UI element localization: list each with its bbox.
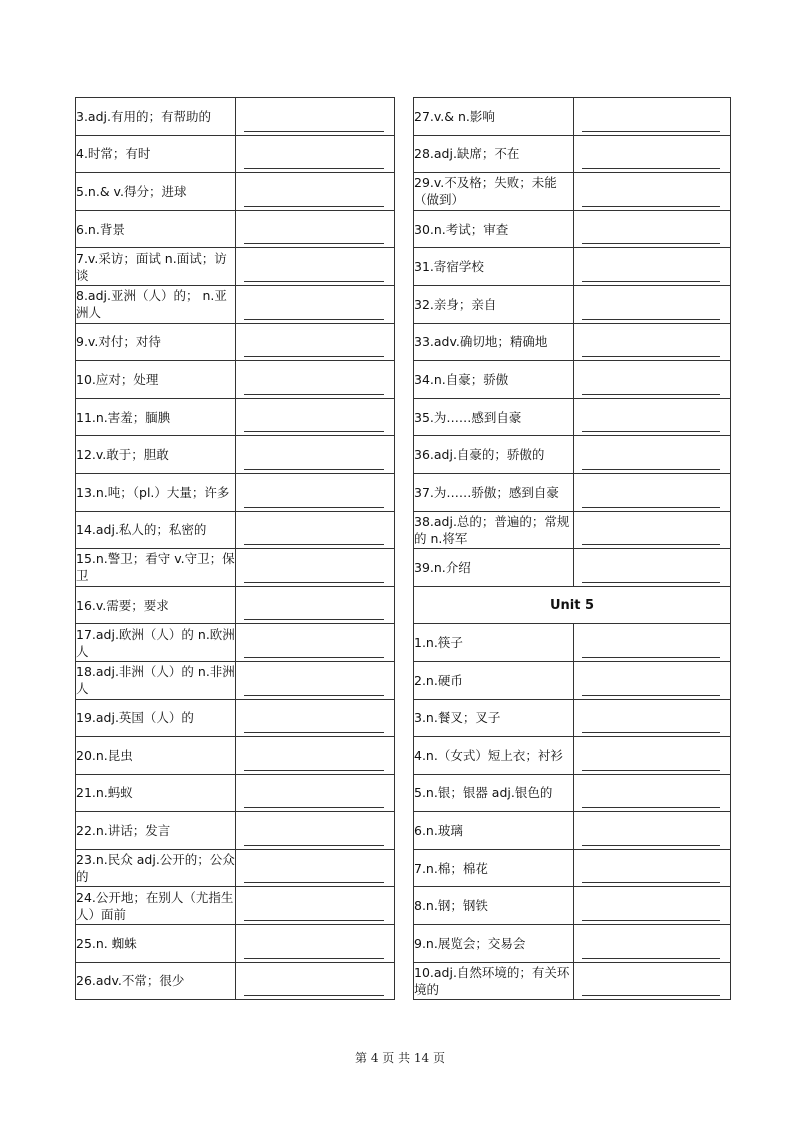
table-row — [76, 511, 395, 549]
answer-underline — [582, 958, 720, 959]
vocab-prompt: 7.n.棉；棉花 — [414, 849, 574, 887]
answer-underline — [244, 732, 384, 733]
table-row — [76, 849, 395, 887]
table-row — [414, 323, 731, 361]
vocab-prompt: 38.adj.总的；普遍的；常规的 n.将军 — [414, 511, 574, 549]
answer-blank[interactable] — [574, 812, 731, 850]
answer-underline — [244, 845, 384, 846]
answer-blank[interactable] — [236, 887, 395, 925]
table-row — [76, 135, 395, 173]
answer-blank[interactable] — [236, 624, 395, 662]
answer-underline — [582, 695, 720, 696]
vocab-prompt: 27.v.& n.影响 — [414, 98, 574, 136]
answer-underline — [582, 319, 720, 320]
answer-blank[interactable] — [236, 661, 395, 699]
answer-underline — [582, 657, 720, 658]
answer-underline — [582, 544, 720, 545]
answer-underline — [582, 732, 720, 733]
vocab-prompt: 29.v.不及格；失败；未能（做到） — [414, 173, 574, 211]
vocab-prompt: 13.n.吨；（pl.）大量；许多 — [76, 473, 236, 511]
unit-row — [414, 586, 731, 624]
vocab-prompt: 17.adj.欧洲（人）的 n.欧洲人 — [76, 624, 236, 662]
answer-underline — [244, 582, 384, 583]
vocab-prompt: 10.adj.自然环境的；有关环境的 — [414, 962, 574, 1000]
vocab-prompt: 16.v.需要；要求 — [76, 586, 236, 624]
table-row — [414, 737, 731, 775]
answer-blank[interactable] — [236, 699, 395, 737]
answer-underline — [244, 882, 384, 883]
table-row — [414, 285, 731, 323]
answer-blank[interactable] — [236, 737, 395, 775]
vocab-prompt: 6.n.玻璃 — [414, 812, 574, 850]
answer-blank[interactable] — [574, 436, 731, 474]
table-row — [76, 586, 395, 624]
table-row — [414, 699, 731, 737]
vocab-prompt: 11.n.害羞；腼腆 — [76, 398, 236, 436]
table-row — [414, 210, 731, 248]
answer-blank[interactable] — [236, 210, 395, 248]
answer-blank[interactable] — [236, 361, 395, 399]
vocab-table-right — [413, 97, 731, 1000]
answer-underline — [582, 882, 720, 883]
answer-blank[interactable] — [574, 398, 731, 436]
answer-underline — [244, 619, 384, 620]
answer-underline — [582, 168, 720, 169]
answer-blank[interactable] — [236, 473, 395, 511]
table-row — [76, 661, 395, 699]
answer-underline — [244, 206, 384, 207]
vocab-prompt: 15.n.警卫；看守 v.守卫；保卫 — [76, 549, 236, 587]
answer-blank[interactable] — [574, 774, 731, 812]
vocab-prompt: 5.n.& v.得分；进球 — [76, 173, 236, 211]
answer-underline — [244, 695, 384, 696]
table-row — [414, 624, 731, 662]
table-row — [76, 361, 395, 399]
table-row — [76, 248, 395, 286]
answer-blank[interactable] — [574, 361, 731, 399]
table-row — [76, 887, 395, 925]
answer-underline — [582, 243, 720, 244]
answer-underline — [582, 356, 720, 357]
table-row — [76, 624, 395, 662]
table-row — [414, 887, 731, 925]
answer-underline — [244, 958, 384, 959]
answer-blank[interactable] — [574, 887, 731, 925]
answer-underline — [244, 807, 384, 808]
vocab-prompt: 34.n.自豪；骄傲 — [414, 361, 574, 399]
table-row — [414, 511, 731, 549]
table-row — [76, 962, 395, 1000]
answer-blank[interactable] — [574, 473, 731, 511]
answer-underline — [582, 431, 720, 432]
answer-underline — [244, 394, 384, 395]
vocab-prompt: 14.adj.私人的；私密的 — [76, 511, 236, 549]
answer-underline — [244, 657, 384, 658]
answer-blank[interactable] — [574, 737, 731, 775]
answer-blank[interactable] — [574, 511, 731, 549]
vocab-prompt: 35.为……感到自豪 — [414, 398, 574, 436]
vocab-prompt: 33.adv.确切地；精确地 — [414, 323, 574, 361]
vocab-prompt: 10.应对；处理 — [76, 361, 236, 399]
answer-underline — [582, 507, 720, 508]
table-row — [414, 248, 731, 286]
vocab-prompt: 22.n.讲话；发言 — [76, 812, 236, 850]
answer-blank[interactable] — [574, 135, 731, 173]
table-row — [414, 812, 731, 850]
table-row — [76, 285, 395, 323]
vocab-prompt: 36.adj.自豪的；骄傲的 — [414, 436, 574, 474]
answer-blank[interactable] — [236, 436, 395, 474]
table-row — [414, 473, 731, 511]
vocab-prompt: 28.adj.缺席；不在 — [414, 135, 574, 173]
answer-blank[interactable] — [574, 624, 731, 662]
table-row — [414, 98, 731, 136]
answer-blank[interactable] — [236, 98, 395, 136]
table-row — [414, 661, 731, 699]
vocab-prompt: 5.n.银；银器 adj.银色的 — [414, 774, 574, 812]
vocab-prompt: 4.n.（女式）短上衣；衬衫 — [414, 737, 574, 775]
answer-blank[interactable] — [574, 173, 731, 211]
answer-blank[interactable] — [574, 699, 731, 737]
answer-blank[interactable] — [236, 774, 395, 812]
vocab-prompt: 9.v.对付；对待 — [76, 323, 236, 361]
vocab-prompt: 8.n.钢；钢铁 — [414, 887, 574, 925]
vocab-prompt: 6.n.背景 — [76, 210, 236, 248]
answer-blank[interactable] — [236, 398, 395, 436]
answer-blank[interactable] — [236, 511, 395, 549]
answer-blank[interactable] — [236, 173, 395, 211]
table-row — [76, 473, 395, 511]
vocab-prompt: 3.adj.有用的；有帮助的 — [76, 98, 236, 136]
table-row — [76, 812, 395, 850]
answer-underline — [244, 770, 384, 771]
vocab-prompt: 21.n.蚂蚁 — [76, 774, 236, 812]
answer-underline — [582, 770, 720, 771]
answer-blank[interactable] — [236, 248, 395, 286]
table-row — [76, 210, 395, 248]
answer-underline — [244, 920, 384, 921]
answer-blank[interactable] — [574, 849, 731, 887]
answer-underline — [582, 469, 720, 470]
vocab-prompt: 18.adj.非洲（人）的 n.非洲人 — [76, 661, 236, 699]
answer-blank[interactable] — [236, 586, 395, 624]
answer-underline — [244, 356, 384, 357]
vocab-prompt: 37.为……骄傲；感到自豪 — [414, 473, 574, 511]
table-row — [76, 925, 395, 963]
table-row — [414, 173, 731, 211]
answer-underline — [582, 807, 720, 808]
table-row — [414, 849, 731, 887]
table-row — [76, 774, 395, 812]
table-row — [414, 774, 731, 812]
vocab-prompt: 19.adj.英国（人）的 — [76, 699, 236, 737]
answer-underline — [582, 281, 720, 282]
table-row — [414, 436, 731, 474]
vocab-prompt: 23.n.民众 adj.公开的；公众的 — [76, 849, 236, 887]
answer-blank[interactable] — [574, 285, 731, 323]
answer-underline — [582, 920, 720, 921]
answer-underline — [244, 431, 384, 432]
table-row — [76, 549, 395, 587]
vocab-prompt: 2.n.硬币 — [414, 661, 574, 699]
answer-underline — [582, 131, 720, 132]
answer-underline — [244, 131, 384, 132]
answer-blank[interactable] — [236, 849, 395, 887]
table-row — [76, 436, 395, 474]
vocab-prompt: 7.v.采访；面试 n.面试；访谈 — [76, 248, 236, 286]
vocab-prompt: 32.亲身；亲自 — [414, 285, 574, 323]
table-row — [76, 323, 395, 361]
vocab-prompt: 20.n.昆虫 — [76, 737, 236, 775]
table-row — [414, 361, 731, 399]
answer-underline — [244, 168, 384, 169]
answer-blank[interactable] — [574, 98, 731, 136]
vocab-prompt: 30.n.考试；审查 — [414, 210, 574, 248]
table-row — [76, 98, 395, 136]
answer-blank[interactable] — [574, 210, 731, 248]
vocab-table-left — [75, 97, 395, 1000]
answer-blank[interactable] — [236, 549, 395, 587]
answer-underline — [582, 995, 720, 996]
answer-underline — [582, 394, 720, 395]
answer-underline — [582, 206, 720, 207]
unit-heading: Unit 5 — [414, 586, 731, 624]
table-row — [76, 737, 395, 775]
answer-blank[interactable] — [236, 285, 395, 323]
table-row — [414, 549, 731, 587]
page-footer: 第 4 页 共 14 页 — [355, 1051, 445, 1065]
answer-blank[interactable] — [574, 962, 731, 1000]
answer-underline — [244, 544, 384, 545]
answer-underline — [244, 469, 384, 470]
vocab-prompt: 3.n.餐叉；叉子 — [414, 699, 574, 737]
answer-blank[interactable] — [574, 925, 731, 963]
vocab-prompt: 39.n.介绍 — [414, 549, 574, 587]
answer-underline — [244, 281, 384, 282]
vocab-prompt: 9.n.展览会；交易会 — [414, 925, 574, 963]
vocab-prompt: 31.寄宿学校 — [414, 248, 574, 286]
answer-blank[interactable] — [574, 248, 731, 286]
table-row — [414, 398, 731, 436]
answer-underline — [244, 507, 384, 508]
table-row — [414, 962, 731, 1000]
answer-blank[interactable] — [236, 962, 395, 1000]
answer-blank[interactable] — [236, 135, 395, 173]
answer-underline — [244, 319, 384, 320]
answer-blank[interactable] — [236, 323, 395, 361]
vocab-prompt: 26.adv.不常；很少 — [76, 962, 236, 1000]
answer-underline — [244, 243, 384, 244]
answer-blank[interactable] — [574, 549, 731, 587]
table-row — [414, 135, 731, 173]
answer-blank[interactable] — [236, 925, 395, 963]
vocab-prompt: 12.v.敢于；胆敢 — [76, 436, 236, 474]
vocab-prompt: 1.n.筷子 — [414, 624, 574, 662]
vocab-prompt: 4.时常；有时 — [76, 135, 236, 173]
answer-underline — [244, 995, 384, 996]
answer-underline — [582, 845, 720, 846]
answer-blank[interactable] — [236, 812, 395, 850]
answer-blank[interactable] — [574, 661, 731, 699]
vocab-prompt: 8.adj.亚洲（人）的； n.亚洲人 — [76, 285, 236, 323]
answer-blank[interactable] — [574, 323, 731, 361]
table-row — [76, 173, 395, 211]
table-row — [76, 398, 395, 436]
vocab-prompt: 24.公开地；在别人（尤指生人）面前 — [76, 887, 236, 925]
table-row — [76, 699, 395, 737]
table-row — [414, 925, 731, 963]
answer-underline — [582, 582, 720, 583]
vocab-prompt: 25.n. 蜘蛛 — [76, 925, 236, 963]
